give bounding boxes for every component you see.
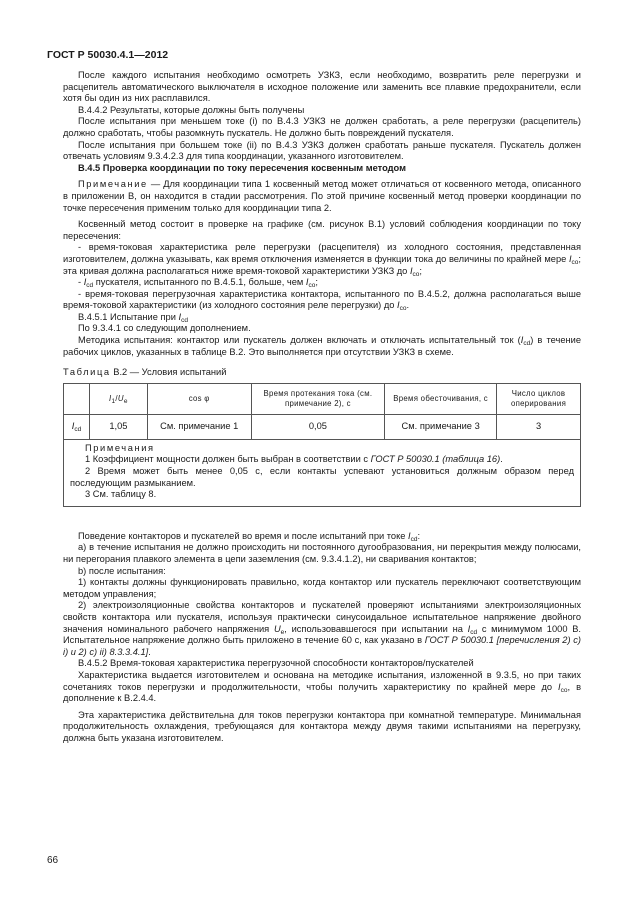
section-b45-title: В.4.5 Проверка координации по току пересечения косвенным методом bbox=[78, 162, 406, 173]
indirect-bullet-1: - время-токовая характеристика реле перегрузки (расцепителя) из холодного состояния, представленная изготовителем, должна указывать, как время отключения изменяется в функции тока до величины по крайней мере $I_{co}$; эта кривая должна располагаться ниже время-токовой характеристики УЗКЗ до $I_{co}$; bbox=[63, 242, 581, 278]
behaviour-b: b) после испытания: bbox=[78, 565, 166, 576]
behaviour-intro: Поведение контакторов и пускателей во время и после испытаний при токе $I_{cd}$: bbox=[78, 530, 421, 543]
header-empty bbox=[64, 383, 90, 414]
table-row bbox=[64, 414, 581, 439]
table-note-1: 1 Коэффициент мощности должен быть выбран в соответствии с ГОСТ Р 50030.1 (таблица 16). bbox=[85, 454, 503, 465]
cell-cos: См. примечание 1 bbox=[147, 414, 251, 439]
note-text: — Для координации типа 1 косвенный метод может отличаться от косвенного метода, описанного в приложении В, он находится в стадии рассмотрения. По этой причине косвенный метод проверки координации по точке пересечения применим только для координации типа 2. bbox=[63, 179, 581, 213]
indirect-bullet-2: - $I_{cd}$ пускателя, испытанного по В.4.5.1, больше, чем $I_{co}$; bbox=[78, 277, 318, 290]
clause-b452-title: В.4.5.2 Время-токовая характеристика перегрузочной способности контакторов/пускателей bbox=[78, 658, 474, 669]
paragraph-inspection: После каждого испытания необходимо осмотреть УЗКЗ, если необходимо, возвратить реле перегрузки и расцепитель автоматического выключателя в исходное положение или заменить все плавкие предохранители, если хотя бы один из них расплавился. bbox=[63, 70, 581, 104]
paragraph-lower-current: После испытания при меньшем токе (i) по В.4.3 УЗКЗ не должен сработать, а реле перегрузки (расцепитель) должно сработать, чтобы разомкнуть пускатель. Не должно быть повреждений пускателя. bbox=[63, 116, 581, 138]
cell-icd: $I_{cd}$ bbox=[64, 414, 90, 439]
table-notes bbox=[64, 439, 581, 506]
cell-cycles: 3 bbox=[497, 414, 581, 439]
header-cycles: Число циклов оперирования bbox=[497, 383, 581, 414]
cell-ratio: 1,05 bbox=[89, 414, 147, 439]
indirect-intro: Косвенный метод состоит в проверке на графике (см. рисунок В.1) условий соблюдения координации по току пересечения: bbox=[63, 219, 581, 241]
header-current-time: Время протекания тока (см. примечание 2), с bbox=[251, 383, 385, 414]
document-code: ГОСТ Р 50030.4.1—2012 bbox=[47, 49, 169, 61]
clause-b451-p1: По 9.3.4.1 со следующим дополнением. bbox=[78, 323, 251, 334]
behaviour-a: а) в течение испытания не должно происходить ни постоянного дугообразования, ни перекрытия между полюсами, ни перегорания плавкого элемента в цепи заземления (см. 9.3.4.1.2), ни сваривания контактов; bbox=[63, 542, 581, 564]
clause-b451-method: Методика испытания: контактор или пускатель должен включать и отключать испытательный ток $(I_{cd})$ в течение рабочих циклов, указанных в таблице В.2. Это выполняется при отсутствии УЗКЗ в схеме. bbox=[63, 335, 581, 357]
page-content bbox=[63, 70, 581, 745]
clause-b452-p1: Характеристика выдается изготовителем и основана на методике испытания, изложенной в 9.3.5, но при таких сочетаниях токов перегрузки и продолжительности, чтобы получить характеристику по крайней мере до $I_{co}$, в дополнение к В.2.4.4. bbox=[63, 669, 582, 704]
table-note-3: 3 См. таблицу 8. bbox=[85, 489, 157, 500]
table-notes-row bbox=[64, 439, 581, 506]
note-label: Примечание bbox=[78, 179, 148, 190]
behaviour-b2: 2) электроизоляционные свойства контакторов и пускателей проверяют испытаниями электроизоляционных свойств контактора или пускателя, используя практически синусоидальное испытательное напряжение двойного значения номинального рабочего напряжения $U_e$, использовавшегося при испытании на $I_{cd}$ с минимумом 1000 В. Испытательное напряжение должно быть приложено в течение 60 с, как указано в ГОСТ Р 50030.1 [перечисления 2) с) i) и 2) с) ii) 8.3.3.4.1]. bbox=[63, 600, 581, 657]
page-number: 66 bbox=[47, 855, 59, 866]
paragraph-higher-current: После испытания при большем токе (ii) по В.4.3 УЗКЗ должен сработать раньше пускателя. Пускатель должен отвечать условиям 9.3.4.2.3 для типа координации, указанного изготовителем. bbox=[63, 139, 581, 162]
clause-b451-title: В.4.5.1 Испытание при $I_{cd}$ bbox=[78, 311, 188, 324]
table-note-2: 2 Время может быть менее 0,05 с, если контакты успевают установиться должным образом перед последующим размыканием. bbox=[70, 466, 574, 488]
cell-current-time: 0,05 bbox=[251, 414, 385, 439]
header-cos-phi: cos φ bbox=[147, 383, 251, 414]
table-caption: Таблица В.2 — Условия испытаний bbox=[63, 367, 227, 378]
clause-b452-p2: Эта характеристика действительна для токов перегрузки контактора при комнатной температуре. Минимальная продолжительность охлаждения, требующаяся для контактора между двумя такими испытаниями на перегрузку, должна быть указана изготовителем. bbox=[63, 709, 581, 743]
table-notes-title: Примечания bbox=[85, 442, 155, 453]
header-i1-ue: $I_1/U_е$ bbox=[89, 383, 147, 414]
cell-deenergize-time: См. примечание 3 bbox=[385, 414, 497, 439]
table-header-row bbox=[64, 383, 581, 414]
behaviour-b1: 1) контакты должны функционировать правильно, когда контактор или пускатель переключают соответствующим методом управления; bbox=[63, 577, 581, 599]
note-paragraph bbox=[63, 179, 581, 214]
clause-b442-title: В.4.4.2 Результаты, которые должны быть получены bbox=[78, 104, 305, 115]
header-deenergize-time: Время обесточивания, с bbox=[385, 383, 497, 414]
indirect-bullet-3: - время-токовая перегрузочная характеристика контактора, испытанного по В.4.5.2, должна располагаться выше время-токовой характеристики (из холодного состояния реле перегрузки) до $I_{co}$. bbox=[63, 288, 581, 313]
test-conditions-table bbox=[63, 383, 581, 507]
